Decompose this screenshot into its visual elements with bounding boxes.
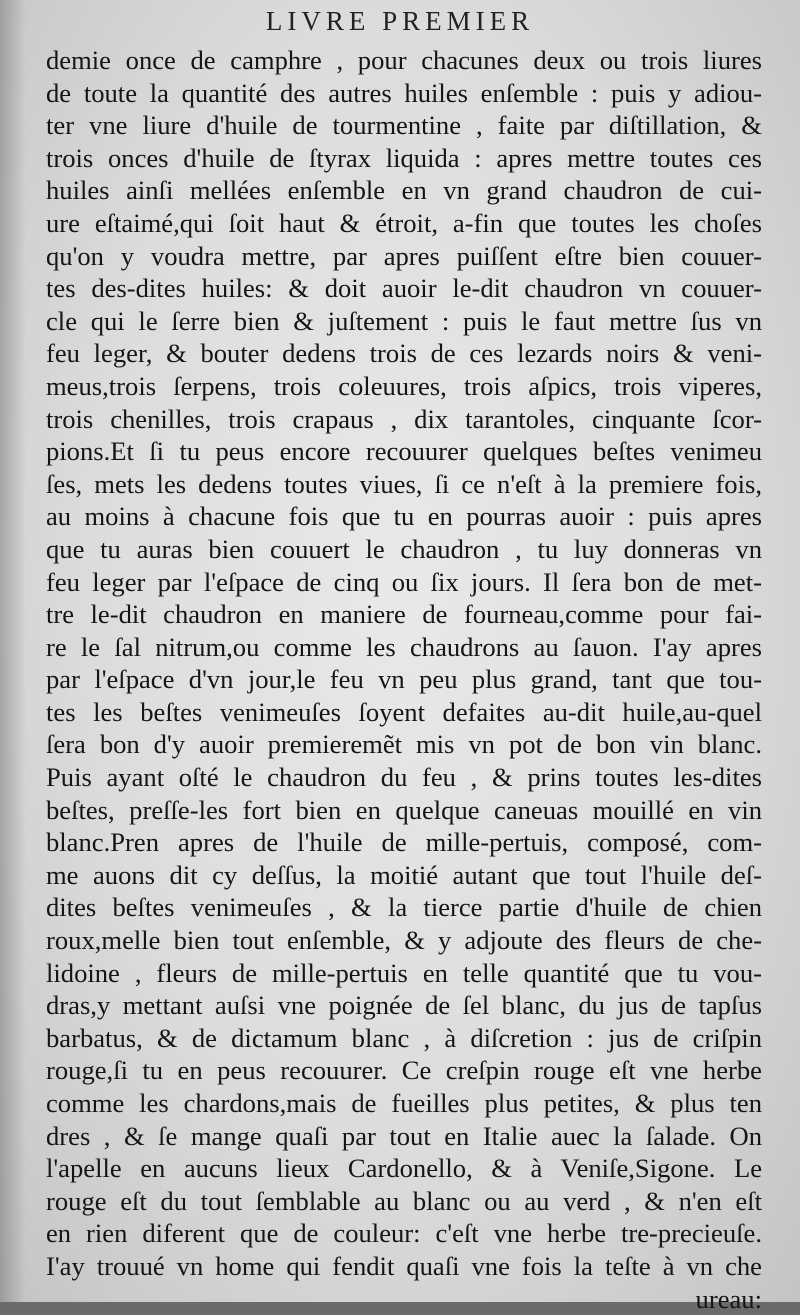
text-line: I'ay trouué vn home qui fendit quaſi vne fois la teſte à vn che [46,1250,762,1281]
text-line: de toute la quantité des autres huiles enſemble : puis y adiou- [46,77,762,108]
text-line: trois chenilles, trois crapaus , dix tarantoles, cinquante ſcor- [46,403,762,434]
text-line: meus,trois ſerpens, trois coleuures, trois aſpics, trois viperes, [46,370,762,401]
text-line: demie once de camphre , pour chacunes deux ou trois liures [46,45,762,75]
page-edge-shadow [0,0,26,1302]
text-line: barbatus, & de dictamum blanc , à diſcretion : jus de criſpin [46,1022,762,1053]
text-line: en rien diferent que de couleur: c'eſt vne herbe tre-precieuſe. [46,1218,762,1249]
text-line: tes des-dites huiles: & doit auoir le-dit chaudron vn couuer- [46,273,762,304]
text-line: feu leger, & bouter dedens trois de ces lezards noirs & veni- [46,338,762,369]
text-line: ſera bon d'y auoir premieremẽt mis vn pot de bon vin blanc. [46,729,762,760]
text-line: tre le-dit chaudron en maniere de fourneau,comme pour fai- [46,599,762,630]
text-line: tes les beſtes venimeuſes ſoyent defaites au-dit huile,au-quel [46,696,762,727]
text-line: qu'on y voudra mettre, par apres puiſſent eſtre bien couuer- [46,240,762,271]
text-line: me auons dit cy deſſus, la moitié autant que tout l'huile deſ- [46,859,762,890]
text-line: blanc.Pren apres de l'huile de mille-pertuis, composé, com- [46,827,762,858]
text-line: re le ſal nitrum,ou comme les chaudrons au ſauon. I'ay apres [46,631,762,662]
text-line: rouge eſt du tout ſemblable au blanc ou au verd , & n'en eſt [46,1185,762,1216]
text-line: trois onces d'huile de ſtyrax liquida : apres mettre toutes ces [46,142,762,173]
body-text [46,44,762,1315]
text-line: ſes, mets les dedens toutes viues, ſi ce n'eſt à la premiere fois, [46,468,762,499]
text-line: dites beſtes venimeuſes , & la tierce partie d'huile de chien [46,892,762,923]
text-line: au moins à chacune fois que tu en pourras auoir : puis apres [46,501,762,532]
text-line: huiles ainſi mellées enſemble en vn grand chaudron de cui- [46,175,762,206]
text-line: beſtes, preſſe-les fort bien en quelque caneuas mouillé en vin [46,794,762,825]
text-line: ureau: [695,1283,762,1314]
text-line: comme les chardons,mais de fueilles plus petites, & plus ten [46,1088,762,1118]
text-line: cle qui le ſerre bien & juſtement : puis le faut mettre ſus vn [46,305,762,336]
text-line: lidoine , fleurs de mille-pertuis en telle quantité que tu vou- [46,957,762,988]
text-line: que tu auras bien couuert le chaudron , tu luy donneras vn [46,533,762,564]
text-line: Puis ayant oſté le chaudron du feu , & prins toutes les-dites [46,762,762,793]
running-header: LIVRE PREMIER [265,6,535,36]
text-line: rouge,ſi tu en peus recouurer. Ce creſpin rouge eſt vne herbe [46,1055,762,1086]
text-line: roux,melle bien tout enſemble, & y adjoute des fleurs de che- [46,925,762,956]
text-line: dres , & ſe mange quaſi par tout en Italie auec la ſalade. On [46,1120,762,1151]
text-line: ter vne liure d'huile de tourmentine , faite par diſtillation, & [46,110,762,141]
text-line: pions.Et ſi tu peus encore recouurer quelques beſtes venimeu [46,436,762,467]
text-line: dras,y mettant auſsi vne poignée de ſel blanc, du jus de tapſus [46,990,762,1021]
text-line: ure eſtaimé,qui ſoit haut & étroit, a-fin que toutes les choſes [46,207,762,238]
text-line: par l'eſpace d'vn jour,le feu vn peu plus grand, tant que tou- [46,664,762,695]
text-line: l'apelle en aucuns lieux Cardonello, & à Veniſe,Sigone. Le [46,1153,762,1184]
text-line: feu leger par l'eſpace de cinq ou ſix jours. Il ſera bon de met- [46,566,762,597]
